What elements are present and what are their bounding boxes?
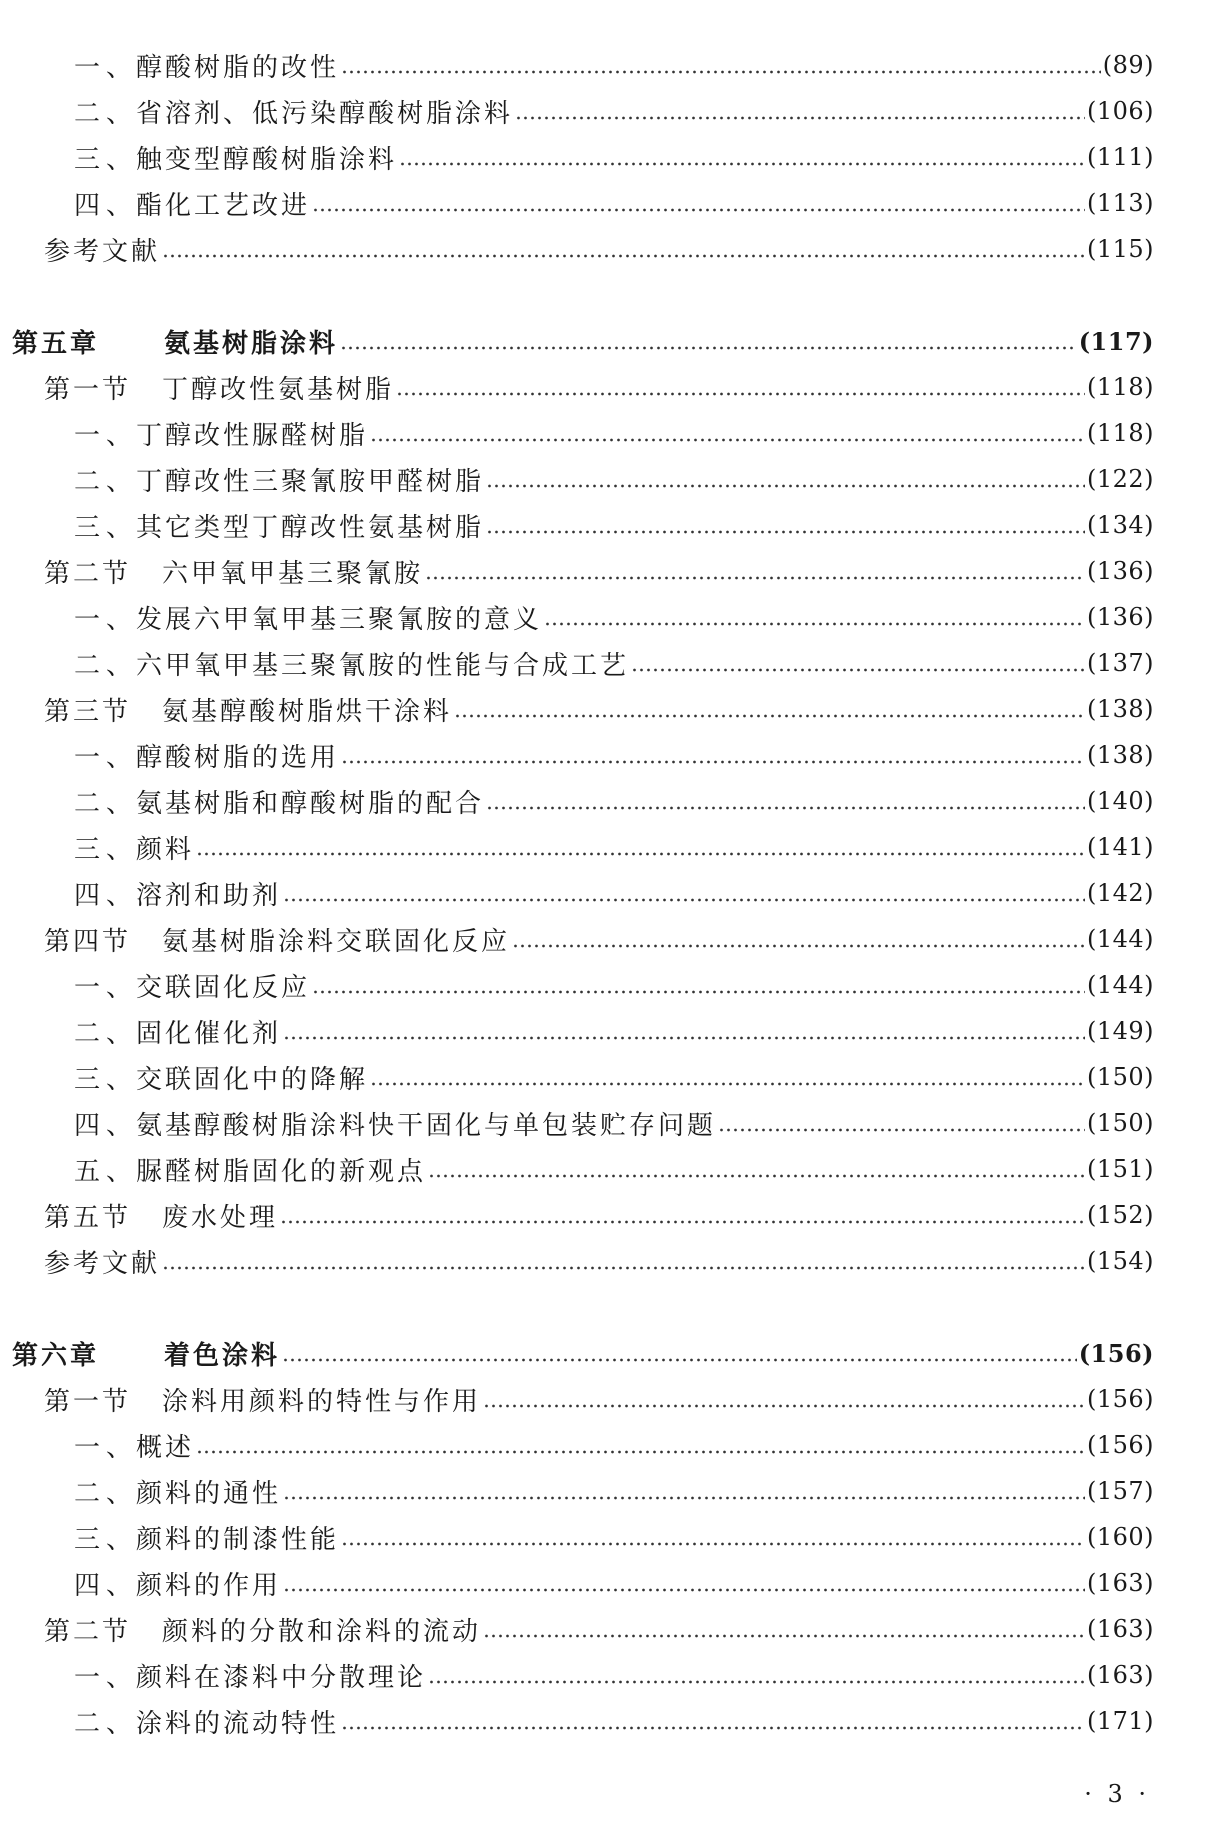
toc-entry-item (0, 410, 1212, 456)
leader-dots (370, 437, 1085, 443)
toc-entry-item (0, 1054, 1212, 1100)
toc-entry-page: (136) (1086, 603, 1154, 631)
toc-entry-title (74, 461, 484, 498)
toc-entry-item (0, 1652, 1212, 1698)
toc-entry-item (0, 778, 1212, 824)
leader-dots (483, 1633, 1085, 1639)
toc-entry-number: 一、 (74, 52, 139, 83)
toc-entry-title (74, 599, 542, 636)
toc-entry-page: (151) (1086, 1155, 1154, 1183)
toc-entry-name: 脲醛树脂固化的新观点 (136, 1156, 427, 1187)
toc-entry-item (0, 134, 1212, 180)
toc-entry-number: 第五章 (12, 328, 100, 359)
toc-entry-number: 一、 (74, 604, 139, 635)
leader-dots (341, 759, 1085, 765)
toc-entry-number: 三、 (74, 1064, 139, 1095)
leader-dots (396, 391, 1085, 397)
toc-entry-title (12, 323, 338, 360)
leader-dots (631, 667, 1085, 673)
toc-entry-title (74, 1519, 339, 1556)
toc-entry-page: (156) (1086, 1431, 1154, 1459)
toc-entry-number: 一、 (74, 1432, 139, 1463)
leader-dots (283, 1495, 1085, 1501)
toc-entry-name: 涂料的流动特性 (136, 1708, 340, 1739)
toc-entry-title (44, 553, 423, 590)
toc-entry-item (0, 1698, 1212, 1744)
toc-entry-title (44, 1243, 160, 1280)
toc-entry-page: (122) (1086, 465, 1154, 493)
toc-entry-page: (149) (1086, 1017, 1154, 1045)
toc-entry-item (0, 1146, 1212, 1192)
leader-dots (454, 713, 1085, 719)
leader-dots (341, 1725, 1085, 1731)
leader-dots (312, 207, 1085, 213)
toc-entry-title (44, 1611, 481, 1648)
toc-entry-chapter (0, 318, 1212, 364)
toc-entry-title (74, 1151, 426, 1188)
toc-entry-name: 丁醇改性脲醛树脂 (136, 420, 369, 451)
toc-entry-name: 氨基树脂涂料交联固化反应 (162, 926, 511, 957)
toc-entry-number: 四、 (74, 1570, 139, 1601)
toc-entry-page: (113) (1086, 189, 1154, 217)
leader-dots (162, 253, 1085, 259)
toc-entry-item (0, 870, 1212, 916)
toc-entry-number: 三、 (74, 144, 139, 175)
leader-dots (196, 1449, 1085, 1455)
leader-dots (486, 483, 1085, 489)
toc-entry-name: 醇酸树脂的选用 (136, 742, 340, 773)
toc-entry-page: (140) (1086, 787, 1154, 815)
toc-entry-page: (137) (1086, 649, 1154, 677)
toc-entry-name: 废水处理 (162, 1202, 279, 1233)
toc-entry-number: 第二节 (44, 558, 132, 589)
leader-dots (196, 851, 1085, 857)
toc-entry-page: (163) (1086, 1569, 1154, 1597)
toc-entry-name: 氨基树脂涂料 (164, 328, 339, 359)
toc-entry-title (74, 507, 484, 544)
toc-entry-item (0, 180, 1212, 226)
toc-entry-number: 二、 (74, 1018, 139, 1049)
toc-entry-page: (154) (1086, 1247, 1154, 1275)
toc-entry-section (0, 1376, 1212, 1422)
toc-entry-item (0, 640, 1212, 686)
toc-entry-item (0, 1100, 1212, 1146)
toc-entry-number: 三、 (74, 834, 139, 865)
toc-entry-title (74, 47, 339, 84)
toc-entry-item (0, 42, 1212, 88)
toc-entry-number: 二、 (74, 466, 139, 497)
toc-entry-number: 二、 (74, 788, 139, 819)
toc-entry-page: (163) (1086, 1661, 1154, 1689)
toc-entry-number: 四、 (74, 190, 139, 221)
toc-entry-number: 第三节 (44, 696, 132, 727)
toc-entry-page: (163) (1086, 1615, 1154, 1643)
leader-dots (486, 805, 1085, 811)
toc-entry-name: 颜料 (136, 834, 195, 865)
toc-entry-number: 第一节 (44, 374, 132, 405)
toc-entry-number: 第五节 (44, 1202, 132, 1233)
toc-entry-title (44, 691, 452, 728)
toc-entry-number: 三、 (74, 512, 139, 543)
toc-entry-title (74, 185, 310, 222)
toc-entry-title (74, 139, 397, 176)
leader-dots (341, 1541, 1085, 1547)
leader-dots (312, 989, 1085, 995)
toc-entry-page: (150) (1086, 1063, 1154, 1091)
toc-entry-page: (117) (1078, 326, 1154, 356)
toc-entry-number: 三、 (74, 1524, 139, 1555)
toc-entry-name: 氨基醇酸树脂涂料快干固化与单包装贮存问题 (136, 1110, 717, 1141)
toc-entry-name: 发展六甲氧甲基三聚氰胺的意义 (136, 604, 543, 635)
toc-entry-number: 四、 (74, 880, 139, 911)
toc-entry-title (44, 1381, 481, 1418)
toc-entry-section (0, 916, 1212, 962)
toc-entry-number: 第四节 (44, 926, 132, 957)
toc-entry-number: 二、 (74, 98, 139, 129)
leader-dots (162, 1265, 1085, 1271)
toc-entry-name: 六甲氧甲基三聚氰胺的性能与合成工艺 (136, 650, 630, 681)
toc-entry-name: 颜料的通性 (136, 1478, 282, 1509)
toc-entry-page: (115) (1086, 235, 1154, 263)
toc-entry-item (0, 1468, 1212, 1514)
toc-entry-title (44, 1197, 278, 1234)
toc-entry-name: 氨基醇酸树脂烘干涂料 (162, 696, 453, 727)
toc-entry-title (74, 1059, 368, 1096)
toc-entry-number: 一、 (74, 1662, 139, 1693)
toc-entry-page: (142) (1086, 879, 1154, 907)
toc-entry-ref (0, 1238, 1212, 1284)
toc-entry-section (0, 1192, 1212, 1238)
toc-entry-item (0, 1008, 1212, 1054)
toc-entry-name: 省溶剂、低污染醇酸树脂涂料 (136, 98, 514, 129)
toc-entry-page: (138) (1086, 741, 1154, 769)
toc-entry-item (0, 1560, 1212, 1606)
toc-entry-title (74, 1427, 194, 1464)
page-number: · 3 · (1084, 1780, 1150, 1808)
toc-entry-title (74, 875, 281, 912)
toc-entry-title (74, 645, 629, 682)
toc-entry-number: 二、 (74, 1708, 139, 1739)
leader-dots (282, 1357, 1077, 1363)
toc-entry-item (0, 456, 1212, 502)
toc-entry-title (74, 967, 310, 1004)
toc-entry-number: 二、 (74, 650, 139, 681)
toc-entry-page: (150) (1086, 1109, 1154, 1137)
toc-entry-page: (138) (1086, 695, 1154, 723)
toc-entry-name: 涂料用颜料的特性与作用 (162, 1386, 482, 1417)
toc-entry-number: 五、 (74, 1156, 139, 1187)
toc-entry-item (0, 1422, 1212, 1468)
toc-entry-page: (141) (1086, 833, 1154, 861)
toc-entry-name: 颜料的制漆性能 (136, 1524, 340, 1555)
toc-entry-title (74, 1105, 716, 1142)
toc-entry-page: (157) (1086, 1477, 1154, 1505)
toc-entry-name: 概述 (136, 1432, 195, 1463)
toc-entry-title (12, 1335, 280, 1372)
toc-entry-chapter (0, 1330, 1212, 1376)
toc-entry-number: 一、 (74, 972, 139, 1003)
toc-entry-name: 交联固化中的降解 (136, 1064, 369, 1095)
toc-entry-name: 交联固化反应 (136, 972, 311, 1003)
toc-entry-title (44, 921, 510, 958)
toc-entry-number: 二、 (74, 1478, 139, 1509)
toc-entry-name: 着色涂料 (164, 1340, 281, 1371)
toc-entry-number: 第一节 (44, 1386, 132, 1417)
toc-entry-name: 颜料的分散和涂料的流动 (162, 1616, 482, 1647)
toc-entry-title (74, 829, 194, 866)
leader-dots (280, 1219, 1085, 1225)
leader-dots (341, 69, 1101, 75)
toc-entry-name: 参考文献 (44, 236, 161, 267)
leader-dots (486, 529, 1085, 535)
toc-entry-page: (152) (1086, 1201, 1154, 1229)
toc-entry-number: 一、 (74, 742, 139, 773)
toc-entry-section (0, 686, 1212, 732)
toc-entry-title (74, 1565, 281, 1602)
toc-entry-number: 一、 (74, 420, 139, 451)
toc-entry-title (74, 1657, 426, 1694)
toc-entry-name: 丁醇改性三聚氰胺甲醛树脂 (136, 466, 485, 497)
toc-entry-page: (156) (1078, 1338, 1154, 1368)
toc-entry-section (0, 1606, 1212, 1652)
toc-entry-page: (160) (1086, 1523, 1154, 1551)
toc-entry-title (74, 93, 513, 130)
leader-dots (483, 1403, 1085, 1409)
leader-dots (425, 575, 1085, 581)
toc-entry-title (74, 783, 484, 820)
toc-entry-title (74, 415, 368, 452)
toc-entry-name: 氨基树脂和醇酸树脂的配合 (136, 788, 485, 819)
toc-entry-item (0, 824, 1212, 870)
toc-entry-name: 固化催化剂 (136, 1018, 282, 1049)
toc-entry-section (0, 548, 1212, 594)
toc-entry-page: (89) (1102, 51, 1154, 79)
toc-entry-name: 颜料在漆料中分散理论 (136, 1662, 427, 1693)
toc-entry-title (74, 1703, 339, 1740)
leader-dots (370, 1081, 1085, 1087)
toc-entry-item (0, 594, 1212, 640)
toc-entry-item (0, 88, 1212, 134)
toc-entry-title (74, 1013, 281, 1050)
toc-entry-page: (118) (1086, 419, 1154, 447)
leader-dots (544, 621, 1085, 627)
toc-entry-page: (136) (1086, 557, 1154, 585)
toc-entry-title (74, 737, 339, 774)
leader-dots (283, 897, 1085, 903)
toc-entry-number: 第六章 (12, 1340, 100, 1371)
toc-entry-ref (0, 226, 1212, 272)
toc-entry-name: 酯化工艺改进 (136, 190, 311, 221)
toc-entry-name: 丁醇改性氨基树脂 (162, 374, 395, 405)
toc-entry-name: 参考文献 (44, 1248, 161, 1279)
toc-entry-item (0, 732, 1212, 778)
toc-entry-page: (106) (1086, 97, 1154, 125)
toc-entry-page: (171) (1086, 1707, 1154, 1735)
leader-dots (283, 1587, 1085, 1593)
toc-entry-item (0, 1514, 1212, 1560)
toc-entry-item (0, 962, 1212, 1008)
toc-entry-item (0, 502, 1212, 548)
leader-dots (512, 943, 1085, 949)
toc-entry-name: 醇酸树脂的改性 (136, 52, 340, 83)
toc-entry-page: (134) (1086, 511, 1154, 539)
toc-entry-name: 六甲氧甲基三聚氰胺 (162, 558, 424, 589)
toc-entry-page: (118) (1086, 373, 1154, 401)
toc-entry-number: 第二节 (44, 1616, 132, 1647)
leader-dots (399, 161, 1085, 167)
toc-entry-page: (156) (1086, 1385, 1154, 1413)
toc-entry-title (44, 369, 394, 406)
toc-entry-page: (144) (1086, 971, 1154, 999)
toc-entry-page: (144) (1086, 925, 1154, 953)
leader-dots (340, 345, 1077, 351)
toc-entry-title (44, 231, 160, 268)
toc-entry-name: 触变型醇酸树脂涂料 (136, 144, 398, 175)
table-of-contents (0, 42, 1212, 1744)
toc-entry-name: 颜料的作用 (136, 1570, 282, 1601)
toc-entry-title (74, 1473, 281, 1510)
leader-dots (718, 1127, 1085, 1133)
toc-entry-number: 四、 (74, 1110, 139, 1141)
toc-entry-page: (111) (1086, 143, 1154, 171)
leader-dots (515, 115, 1085, 121)
leader-dots (428, 1679, 1085, 1685)
toc-entry-name: 溶剂和助剂 (136, 880, 282, 911)
toc-entry-name: 其它类型丁醇改性氨基树脂 (136, 512, 485, 543)
leader-dots (283, 1035, 1085, 1041)
leader-dots (428, 1173, 1085, 1179)
toc-entry-section (0, 364, 1212, 410)
